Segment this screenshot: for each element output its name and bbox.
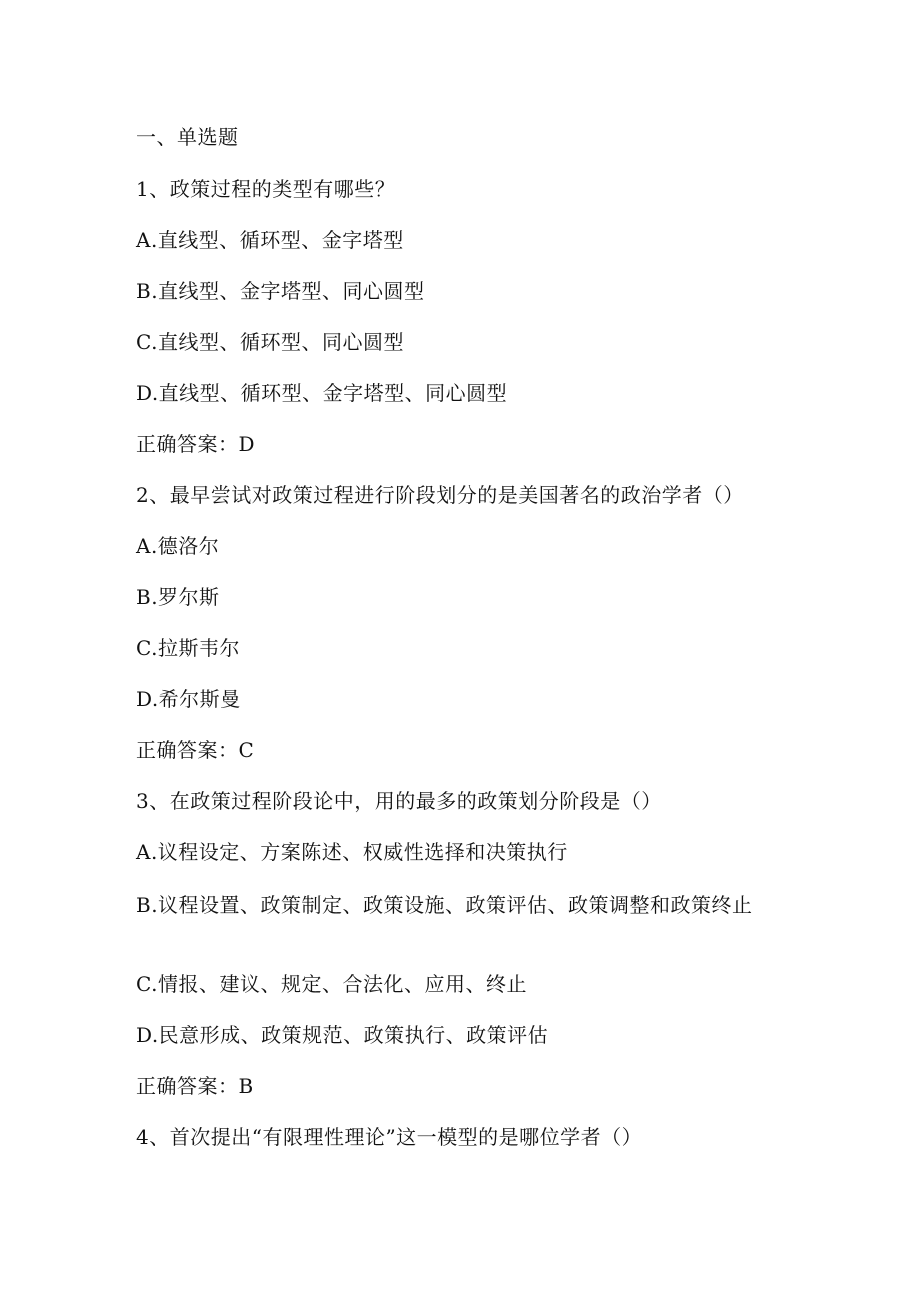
answer-option: D.直线型、循环型、金字塔型、同心圆型	[136, 381, 508, 405]
correct-answer: 正确答案：B	[136, 1074, 254, 1098]
answer-option: C.拉斯韦尔	[136, 636, 240, 660]
section-title: 一、单选题	[136, 125, 239, 149]
question-stem: 2、最早尝试对政策过程进行阶段划分的是美国著名的政治学者（）	[136, 483, 744, 507]
question-stem: 1、政策过程的类型有哪些？	[136, 177, 396, 201]
answer-option: A.议程设定、方案陈述、权威性选择和决策执行	[136, 840, 568, 864]
question-stem: 4、首次提出“有限理性理论”这一模型的是哪位学者（）	[136, 1125, 643, 1149]
answer-option: B.议程设置、政策制定、政策设施、政策评估、政策调整和政策终止	[136, 893, 753, 917]
correct-answer: 正确答案：D	[136, 432, 256, 456]
answer-option: A.直线型、循环型、金字塔型	[136, 228, 404, 252]
answer-option: C.情报、建议、规定、合法化、应用、终止	[136, 972, 527, 996]
answer-option: B.直线型、金字塔型、同心圆型	[136, 279, 425, 303]
answer-option: D.希尔斯曼	[136, 687, 241, 711]
answer-option: D.民意形成、政策规范、政策执行、政策评估	[136, 1023, 549, 1047]
answer-option: C.直线型、循环型、同心圆型	[136, 330, 404, 354]
answer-option: A.德洛尔	[136, 534, 220, 558]
question-stem: 3、在政策过程阶段论中，用的最多的政策划分阶段是（）	[136, 789, 662, 813]
correct-answer: 正确答案：C	[136, 738, 255, 762]
answer-option: B.罗尔斯	[136, 585, 220, 609]
